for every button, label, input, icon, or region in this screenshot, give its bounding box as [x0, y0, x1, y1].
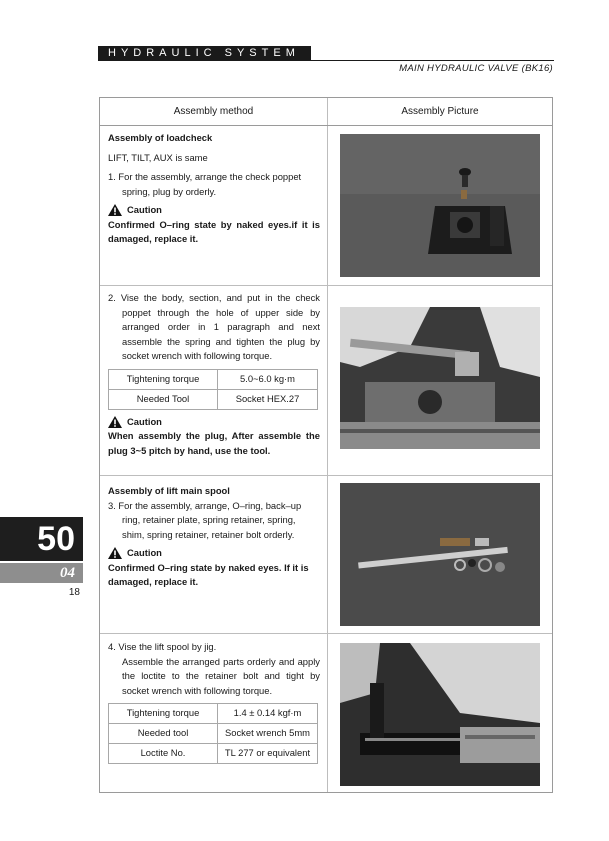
warning-icon	[108, 547, 122, 559]
table-row	[100, 126, 552, 286]
step-text: 4. Vise the lift spool by jig.	[108, 641, 217, 652]
spec-value: TL 277 or equivalent	[218, 744, 318, 764]
table-header	[100, 98, 552, 126]
method-cell	[108, 131, 320, 247]
caution-label: Caution	[108, 546, 320, 561]
spec-key: Needed tool	[109, 724, 218, 744]
method-cell	[108, 640, 320, 769]
caution-text: When assembly the plug, After assemble the plug 3~5 pitch by hand, use the tool.	[108, 430, 320, 456]
spec-value: 1.4 ± 0.14 kgf·m	[218, 704, 318, 724]
table-row	[100, 286, 552, 476]
caution-text: Confirmed O–ring state by naked eyes.if it is damaged, replace it.	[108, 218, 320, 244]
spec-value: Socket wrench 5mm	[218, 724, 318, 744]
spec-key: Needed Tool	[109, 389, 218, 409]
table-row	[109, 704, 318, 724]
row-heading: Assembly of lift main spool	[108, 485, 230, 496]
socket-wrench-photo	[340, 307, 540, 449]
table-row	[109, 369, 318, 389]
spool-jig-photo	[340, 643, 540, 786]
caution-text: Confirmed O–ring state by naked eyes. If it is damaged, replace it.	[108, 561, 309, 587]
warning-icon	[108, 204, 122, 216]
spec-value: 5.0~6.0 kg·m	[218, 369, 318, 389]
table-row	[100, 634, 552, 794]
spec-table	[108, 703, 318, 764]
section-number: 04	[0, 563, 83, 583]
row-heading: Assembly of loadcheck	[108, 132, 213, 143]
step-text: 2. Vise the body, section, and put in the check poppet through the hole of upper side by arranged order in 1 paragraph and next assemble the spring and tighten the plug by socket wrench with following torque.	[108, 292, 320, 361]
spec-key: Loctite No.	[109, 744, 218, 764]
page-number: 18	[68, 587, 80, 598]
chapter-number: 50	[0, 517, 83, 561]
column-header-method: Assembly method	[173, 106, 254, 117]
header-rule	[98, 60, 554, 61]
column-header-picture: Assembly Picture	[401, 106, 479, 117]
method-cell	[108, 291, 320, 458]
step-text: Assemble the arranged parts orderly and apply the loctite to the retainer bolt and tight by socket wrench with following torque.	[122, 655, 320, 696]
table-row	[109, 724, 318, 744]
valve-body-photo	[340, 134, 540, 277]
warning-icon	[108, 416, 122, 428]
spec-key: Tightening torque	[109, 369, 218, 389]
table-row	[109, 389, 318, 409]
table-row	[109, 744, 318, 764]
caution-label: Caution	[108, 415, 320, 430]
spool-parts-photo	[340, 483, 540, 626]
step-text: 1. For the assembly, arrange the check poppet spring, plug by orderly.	[108, 171, 302, 197]
page-subtitle: MAIN HYDRAULIC VALVE (BK16)	[399, 63, 553, 74]
spec-table	[108, 369, 318, 410]
method-cell	[108, 484, 320, 590]
caution-label: Caution	[108, 203, 320, 218]
section-title-bar: HYDRAULIC SYSTEM	[98, 46, 311, 61]
table-row	[100, 476, 552, 634]
spec-value: Socket HEX.27	[218, 389, 318, 409]
row-note: LIFT, TILT, AUX is same	[108, 151, 208, 163]
spec-key: Tightening torque	[109, 704, 218, 724]
assembly-table	[99, 97, 553, 793]
step-text: 3. For the assembly, arrange, O–ring, back–up ring, retainer plate, spring retainer, spring, shim, spring retainer, retainer bolt orderly.	[108, 499, 302, 540]
